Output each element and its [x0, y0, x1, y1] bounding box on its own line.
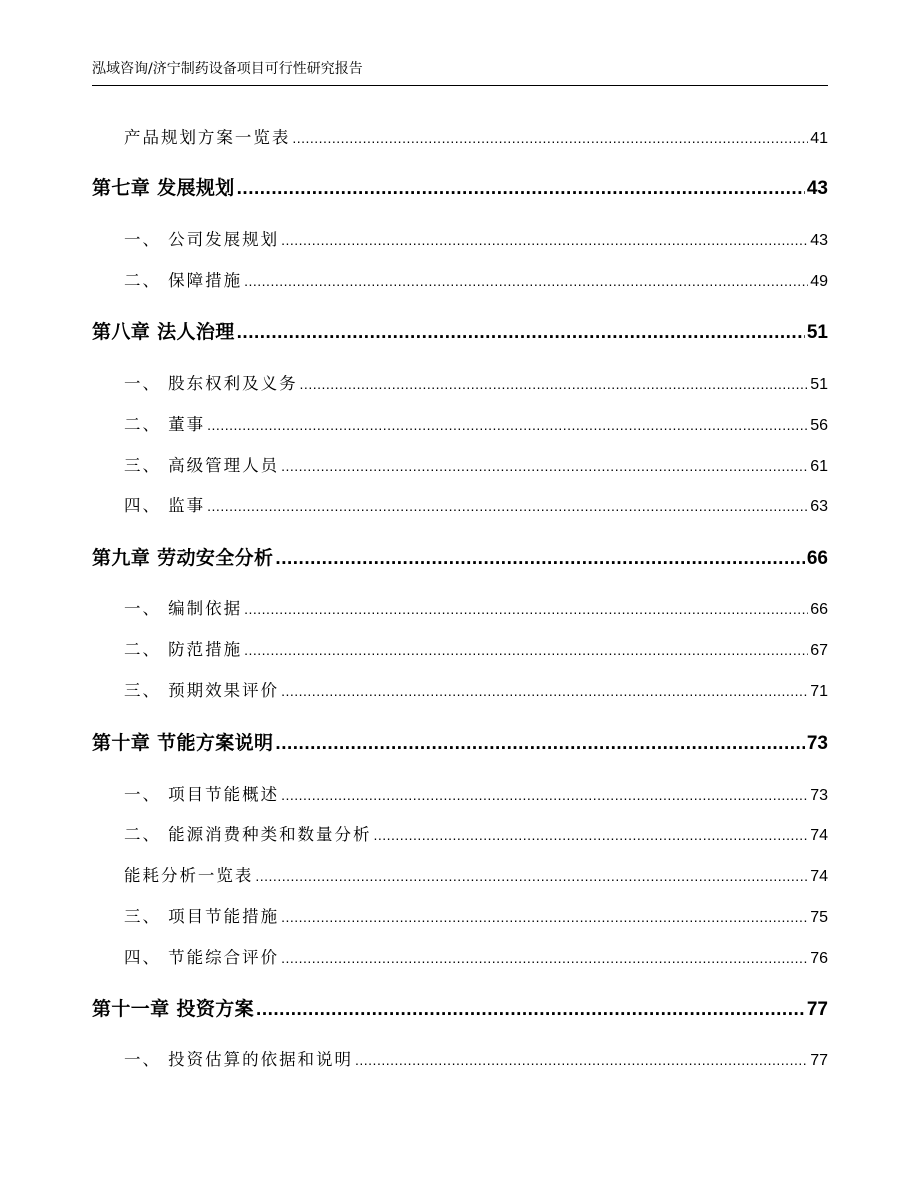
toc-leader — [244, 601, 808, 617]
toc-entry-title: 一、 公司发展规划 — [124, 230, 280, 249]
toc-leader — [300, 376, 809, 392]
toc-leader — [281, 909, 808, 925]
toc-chapter-title: 第八章 法人治理 — [92, 321, 235, 343]
toc-entry-title: 二、 防范措施 — [124, 640, 243, 659]
toc-entry-title: 一、 项目节能概述 — [124, 785, 280, 804]
toc-chapter-title: 第九章 劳动安全分析 — [92, 547, 274, 569]
toc-chapter-page: 77 — [806, 999, 828, 1020]
toc-entry-title: 一、 投资估算的依据和说明 — [124, 1050, 353, 1069]
toc-chapter-page: 43 — [806, 178, 828, 199]
toc-leader — [237, 322, 805, 344]
toc-chapter-page: 51 — [806, 322, 828, 343]
toc-leader — [244, 273, 808, 289]
toc-entry-page: 67 — [810, 642, 828, 659]
toc-chapter-page: 66 — [806, 548, 828, 569]
toc-entry-title: 二、 董事 — [124, 415, 206, 434]
toc-entry[interactable] — [92, 411, 828, 435]
toc-entry-title: 二、 保障措施 — [124, 271, 243, 290]
toc-chapter[interactable] — [92, 317, 828, 344]
toc-leader — [355, 1052, 808, 1068]
toc-entry-title: 一、 编制依据 — [124, 599, 243, 618]
toc-leader — [255, 868, 808, 884]
toc-entry[interactable] — [92, 781, 828, 805]
toc-entry[interactable] — [92, 267, 828, 291]
toc-entry-page: 63 — [810, 498, 828, 515]
toc-entry-page: 66 — [810, 601, 828, 618]
toc-entry[interactable] — [92, 124, 828, 148]
toc-entry-title: 三、 项目节能措施 — [124, 907, 280, 926]
toc-entry-title: 三、 预期效果评价 — [124, 681, 280, 700]
toc-entry-title: 三、 高级管理人员 — [124, 456, 280, 475]
toc-leader — [281, 458, 808, 474]
toc-entry-page: 76 — [810, 950, 828, 967]
toc-chapter[interactable] — [92, 994, 828, 1021]
toc-chapter-title: 第十章 节能方案说明 — [92, 732, 274, 754]
toc-entry-page: 75 — [810, 909, 828, 926]
toc-entry[interactable] — [92, 862, 828, 886]
toc-chapter[interactable] — [92, 173, 828, 200]
toc-leader — [256, 999, 805, 1021]
toc-leader — [373, 827, 808, 843]
toc-entry[interactable] — [92, 226, 828, 250]
toc-leader — [281, 787, 808, 803]
toc-chapter-page: 73 — [806, 733, 828, 754]
toc-entry-title: 一、 股东权利及义务 — [124, 374, 298, 393]
toc-leader — [292, 130, 808, 146]
toc-entry[interactable] — [92, 944, 828, 968]
running-header: 泓域咨询/济宁制药设备项目可行性研究报告 — [92, 61, 363, 77]
toc-leader — [281, 950, 808, 966]
toc-entry-title: 四、 节能综合评价 — [124, 948, 280, 967]
toc-entry[interactable] — [92, 492, 828, 516]
toc-entry[interactable] — [92, 636, 828, 660]
toc-leader — [237, 178, 805, 200]
toc-entry-page: 61 — [810, 458, 828, 475]
toc-entry-page: 71 — [810, 683, 828, 700]
toc-entry[interactable] — [92, 821, 828, 845]
toc-entry[interactable] — [92, 452, 828, 476]
toc-entry[interactable] — [92, 677, 828, 701]
toc-chapter-title: 第七章 发展规划 — [92, 177, 235, 199]
toc-entry-page: 49 — [810, 273, 828, 290]
toc-entry-page: 77 — [810, 1052, 828, 1069]
toc-leader — [275, 733, 804, 755]
toc-entry-title: 能耗分析一览表 — [124, 866, 254, 885]
toc-entry-page: 74 — [810, 827, 828, 844]
toc-leader — [275, 548, 804, 570]
toc-leader — [207, 498, 808, 514]
toc-chapter[interactable] — [92, 543, 828, 570]
toc-entry-page: 73 — [810, 787, 828, 804]
toc-entry-page: 56 — [810, 417, 828, 434]
toc-chapter-title: 第十一章 投资方案 — [92, 998, 255, 1020]
toc-entry-title: 四、 监事 — [124, 496, 206, 515]
toc-leader — [281, 683, 808, 699]
toc-entry[interactable] — [92, 903, 828, 927]
header-divider — [92, 85, 828, 86]
toc-entry-title: 二、 能源消费种类和数量分析 — [124, 825, 372, 844]
toc-entry[interactable] — [92, 595, 828, 619]
toc-leader — [244, 642, 808, 658]
toc-entry-page: 51 — [810, 376, 828, 393]
toc-entry-page: 41 — [810, 130, 828, 147]
toc-entry-page: 74 — [810, 868, 828, 885]
toc-chapter[interactable] — [92, 728, 828, 755]
toc-entry[interactable] — [92, 1046, 828, 1070]
toc-leader — [207, 417, 808, 433]
toc-leader — [281, 232, 808, 248]
toc-entry-title: 产品规划方案一览表 — [124, 128, 291, 147]
toc-entry-page: 43 — [810, 232, 828, 249]
toc-entry[interactable] — [92, 370, 828, 394]
